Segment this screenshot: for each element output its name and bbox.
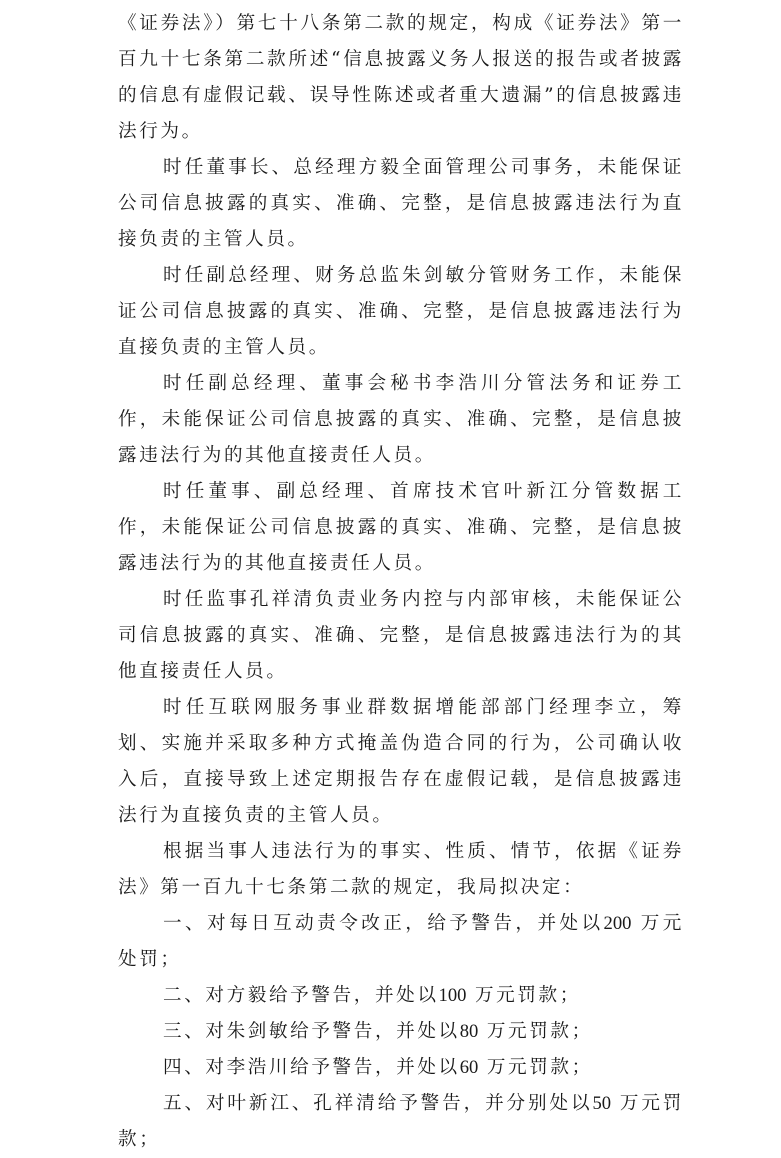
- penalty-item-2: [118, 978, 684, 1014]
- penalty-text: 一、对每日互动责令改正，给予警告，并处以: [163, 913, 604, 934]
- paragraph-decision-basis: 根据当事人违法行为的事实、性质、情节，依据《证券法》第一百九十七条第二款的规定，我局拟决定：: [118, 841, 684, 898]
- penalty-unit: 万元罚款；: [118, 1093, 684, 1150]
- paragraph-manager-responsibility: 时任互联网服务事业群数据增能部部门经理李立，筹划、实施并采取多种方式掩盖伪造合同的行为，公司确认收入后，直接导致上述定期报告存在虚假记载，是信息披露违法行为直接负责的主管人员。: [118, 697, 684, 826]
- penalty-amount: 60: [459, 1057, 479, 1078]
- paragraph-cto-responsibility: 时任董事、副总经理、首席技术官叶新江分管数据工作，未能保证公司信息披露的真实、准确、完整，是信息披露违法行为的其他直接责任人员。: [118, 481, 684, 574]
- penalty-item-4: [118, 1050, 684, 1086]
- penalty-text: 三、对朱剑敏给予警告，并处以: [163, 1021, 460, 1042]
- penalty-amount: 80: [459, 1021, 479, 1042]
- paragraph-chairman-responsibility: 时任董事长、总经理方毅全面管理公司事务，未能保证公司信息披露的真实、准确、完整，是信息披露违法行为直接负责的主管人员。: [118, 157, 684, 250]
- paragraph-violation-definition: 《证券法》）第七十八条第二款的规定，构成《证券法》第一百九十七条第二款所述“信息披露义务人报送的报告或者披露的信息有虚假记载、误导性陈述或者重大遗漏”的信息披露违法行为。: [118, 13, 684, 142]
- penalty-item-1: [118, 906, 684, 978]
- penalty-amount: 50: [592, 1093, 612, 1114]
- penalty-text: 二、对方毅给予警告，并处以: [163, 985, 439, 1006]
- penalty-unit: 万元罚款；: [474, 985, 581, 1006]
- paragraph-secretary-responsibility: 时任副总经理、董事会秘书李浩川分管法务和证券工作，未能保证公司信息披露的真实、准确、完整，是信息披露违法行为的其他直接责任人员。: [118, 373, 684, 466]
- paragraph-supervisor-responsibility: 时任监事孔祥清负责业务内控与内部审核，未能保证公司信息披露的真实、准确、完整，是信息披露违法行为的其他直接责任人员。: [118, 589, 684, 682]
- penalty-item-3: [118, 1014, 684, 1050]
- penalty-unit: 万元罚款；: [486, 1021, 593, 1042]
- penalty-text: 五、对叶新江、孔祥清给予警告，并分别处以: [163, 1093, 593, 1114]
- penalty-item-5: [118, 1086, 684, 1158]
- penalty-amount: 200: [603, 913, 632, 934]
- penalty-unit: 万元处罚；: [118, 913, 684, 970]
- document-page: [118, 6, 684, 1158]
- penalty-text: 四、对李浩川给予警告，并处以: [163, 1057, 460, 1078]
- paragraph-cfo-responsibility: 时任副总经理、财务总监朱剑敏分管财务工作，未能保证公司信息披露的真实、准确、完整，是信息披露违法行为直接负责的主管人员。: [118, 265, 684, 358]
- penalty-unit: 万元罚款；: [486, 1057, 593, 1078]
- penalty-amount: 100: [438, 985, 467, 1006]
